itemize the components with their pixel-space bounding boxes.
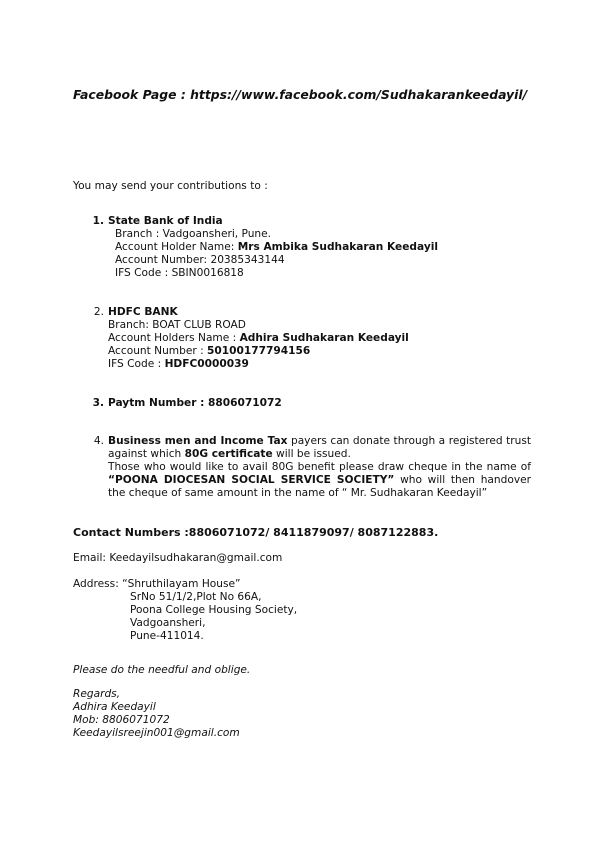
regards-mobile: Mob: 8806071072 [73, 714, 170, 726]
facebook-page-line: Facebook Page : https://www.facebook.com/Sudhakarankeedayil/ [73, 87, 528, 102]
tax-lead-rest: payers can donate through a registered trust against which [108, 435, 531, 460]
account-number-value: 20385343144 [210, 254, 285, 266]
account-number-label: Account Number: [115, 254, 211, 266]
item-number-1: 1. [92, 215, 104, 227]
account-number [108, 345, 532, 358]
account-holder [115, 241, 532, 254]
address-line: Vadgoansheri, [130, 617, 206, 629]
ifs-code-value: SBIN0016818 [171, 267, 244, 279]
tax-paragraph [108, 435, 531, 500]
regards-name: Adhira Keedayil [73, 701, 156, 713]
regards-salutation: Regards, [73, 688, 121, 700]
tax-cert-rest: will be issued. [272, 448, 351, 460]
account-holder [108, 332, 532, 345]
address-line: Poona College Housing Society, [130, 604, 298, 616]
ifs-code-label: IFS Code : [108, 358, 165, 370]
contact-numbers: Contact Numbers :8806071072/ 8411879097/ 8087122883. [73, 526, 439, 539]
bank-hdfc [108, 306, 532, 371]
account-holder-value: Adhira Sudhakaran Keedayil [239, 332, 409, 344]
oblige-line: Please do the needful and oblige. [73, 664, 251, 676]
ifs-code-label: IFS Code : [115, 267, 172, 279]
account-number [115, 254, 532, 267]
tax-cert-bold: 80G certificate [184, 448, 273, 460]
regards-email: Keedayilsreejin001@gmail.com [73, 727, 240, 739]
account-number-value: 50100177794156 [207, 345, 311, 357]
address-line: SrNo 51/1/2,Plot No 66A, [130, 591, 262, 603]
ifs-code [108, 358, 532, 371]
tax-line2-end: who will then handover the cheque of same amount in the name of “ Mr. Sudhakaran Keedayil” [108, 474, 531, 499]
item-number-4: 4. [93, 435, 104, 447]
account-number-label: Account Number : [108, 345, 208, 357]
tax-line-2 [108, 461, 531, 500]
ifs-code-value: HDFC0000039 [164, 358, 249, 370]
address-line: Pune-411014. [130, 630, 204, 642]
tax-line-1 [108, 435, 531, 461]
ifs-code [115, 267, 532, 280]
address-lines [130, 591, 297, 643]
item-number-3: 3. [92, 397, 104, 409]
item-number-2: 2. [93, 306, 104, 318]
bank-branch: Branch: BOAT CLUB ROAD [108, 319, 246, 331]
tax-lead-bold: Business men and Income Tax [108, 435, 288, 447]
bank-sbi [108, 215, 532, 280]
bank-details [108, 228, 532, 280]
address-label: Address: “Shruthilayam House” [73, 578, 241, 590]
account-holder-label: Account Holder Name: [115, 241, 238, 253]
regards-block [73, 688, 240, 740]
account-holder-value: Mrs Ambika Sudhakaran Keedayil [237, 241, 438, 253]
tax-line2-start: Those who would like to avail 80G benefit please draw cheque in the name of [108, 461, 531, 473]
email-line: Email: Keedayilsudhakaran@gmail.com [73, 552, 283, 564]
account-holder-label: Account Holders Name : [108, 332, 240, 344]
intro-text: You may send your contributions to : [73, 180, 268, 192]
bank-branch: Branch : Vadgoansheri, Pune. [115, 228, 272, 240]
society-name: “POONA DIOCESAN SOCIAL SERVICE SOCIETY” [108, 474, 395, 486]
bank-name: State Bank of India [108, 215, 223, 227]
paytm-number: Paytm Number : 8806071072 [108, 397, 282, 409]
bank-name: HDFC BANK [108, 306, 178, 318]
